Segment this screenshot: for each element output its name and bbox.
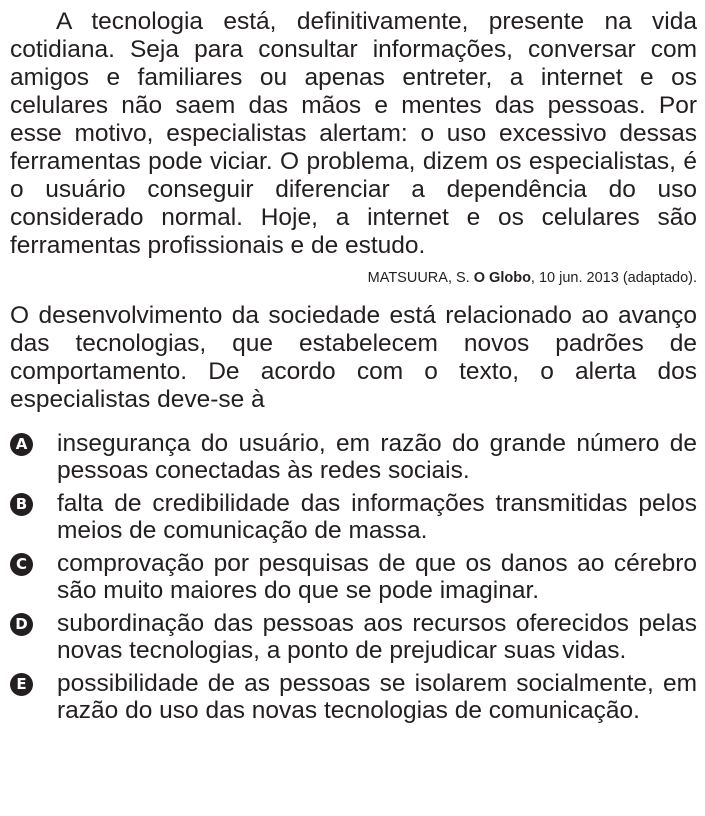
option-a-letter-badge: A <box>10 433 33 456</box>
option-b-letter-badge: B <box>10 493 33 516</box>
option-e-letter-badge: E <box>10 673 33 696</box>
option-d-letter-badge: D <box>10 613 33 636</box>
option-c-letter-badge: C <box>10 553 33 576</box>
option-b[interactable] <box>10 490 697 544</box>
source-citation <box>10 269 697 287</box>
option-c[interactable] <box>10 550 697 604</box>
option-b-text: falta de credibilidade das informações transmitidas pelos meios de comunicação de massa. <box>57 490 697 544</box>
source-author: MATSUURA, S. <box>367 270 470 286</box>
passage-text: A tecnologia está, definitivamente, presente na vida cotidiana. Seja para consultar informações, conversar com amigos e familiares ou apenas entreter, a internet e os celulares não saem das mãos e mentes das pessoas. Por esse motivo, especialistas alertam: o uso excessivo dessas ferramentas pode viciar. O problema, dizem os especialistas, é o usuário conseguir diferenciar a dependência do uso considerado normal. Hoje, a internet e os celulares são ferramentas profissionais e de estudo. <box>10 8 697 259</box>
question-stem: O desenvolvimento da sociedade está relacionado ao avanço das tecnologias, que estabelecem novos padrões de comportamento. De acordo com o texto, o alerta dos especialistas deve-se à <box>10 302 697 413</box>
option-d[interactable] <box>10 610 697 664</box>
answer-options <box>10 430 697 724</box>
option-c-text: comprovação por pesquisas de que os danos ao cérebro são muito maiores do que se pode imaginar. <box>57 550 697 604</box>
option-a-text: insegurança do usuário, em razão do grande número de pessoas conectadas às redes sociais. <box>57 430 697 484</box>
option-d-text: subordinação das pessoas aos recursos oferecidos pelas novas tecnologias, a ponto de prejudicar suas vidas. <box>57 610 697 664</box>
option-e[interactable] <box>10 670 697 724</box>
source-details: , 10 jun. 2013 (adaptado). <box>530 270 697 286</box>
question-page <box>10 8 697 730</box>
source-publication: O Globo <box>473 270 531 286</box>
option-a[interactable] <box>10 430 697 484</box>
option-e-text: possibilidade de as pessoas se isolarem socialmente, em razão do uso das novas tecnologias de comunicação. <box>57 670 697 724</box>
